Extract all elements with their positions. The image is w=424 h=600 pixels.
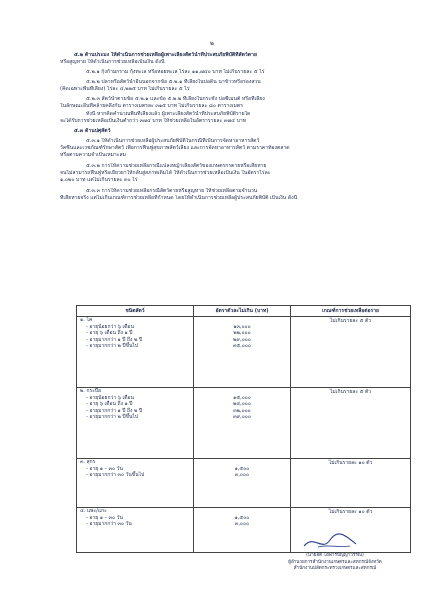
header-animal-type: ชนิดสัตว์	[77, 306, 194, 317]
section-5-2-2-cont: (คิดเฉพาะพื้นที่เลี้ยง) ไร่ละ ๔,๒๒๕ บาท ไม่เกินรายละ ๕ ไร่	[60, 86, 190, 92]
animal-cell	[77, 508, 194, 553]
limit-cell: ไม่เกินรายละ ๕ ตัว	[291, 317, 411, 388]
handwritten-signature	[300, 532, 360, 552]
rate-cell	[194, 317, 291, 388]
limit-cell: ไม่เกินรายละ ๑๐ ตัว	[291, 459, 411, 508]
section-5-3-heading: ๕.๓ ด้านปศุสัตว์	[74, 128, 111, 134]
page-number: ๒	[210, 40, 214, 47]
age-label: - อายุน้อยกว่า ๖ เดือน	[86, 394, 134, 401]
rate-cell	[194, 388, 291, 459]
section-5-2-note: ทั้งนี้ หากคิดคำนวณพื้นที่เลี้ยงแล้ว ผู้เพาะเลี้ยงสัตว์น้ำที่ประสบภัยพิบัติรายใด	[86, 111, 251, 117]
header-criteria: เกณฑ์การช่วยเหลือต่อราย	[291, 306, 411, 317]
age-label: - อายุ ๑ – ๓๐ วัน	[86, 514, 123, 521]
animal-cell	[77, 459, 194, 508]
table-row-buffalo	[77, 388, 411, 459]
table-row-swine	[77, 459, 411, 508]
section-5-3-2-cont2: ๑,๐๒๐ บาท แต่ไม่เกินรายละ ๓๐ ไร่	[60, 177, 138, 183]
rate-value: ๓,๐๐๐	[234, 472, 250, 478]
rate-cell	[194, 459, 291, 508]
header-rate: อัตราตัวละไม่เกิน (บาท)	[194, 306, 291, 317]
age-label: - อายุ ๖ เดือน ถึง ๑ ปี	[86, 401, 133, 407]
animal-cell	[77, 388, 194, 459]
signatory-title-1: ผู้อำนวยการสำนักงานเกษตรและสหกรณ์จังหวัด	[288, 560, 382, 565]
rate-value: ๒๔,๐๐๐	[233, 401, 251, 407]
rate-value: ๒๙,๐๐๐	[233, 336, 251, 343]
rate-value: ๑,๕๐๐	[234, 465, 250, 472]
section-5-3-2-cont: จนไม่สามารถฟื้นฟูหรือเยียวยาให้กลับสู่สภาพเดิมได้ ให้ดำเนินการช่วยเหลือเป็นเงิน ในอัตราไร่ละ	[60, 170, 271, 176]
age-label: - อายุมากกว่า ๑ ปี ถึง ๒ ปี	[86, 336, 143, 343]
limit-cell: ไม่เกินรายละ ๕ ตัว	[291, 388, 411, 459]
age-label: - อายุมากกว่า ๒ ปีขึ้นไป	[86, 343, 139, 349]
signatory-title-2: สำนักงานปลัดกระทรวงเกษตรและสหกรณ์	[293, 566, 377, 571]
rate-cell	[194, 508, 291, 553]
section-5-3-2: ๕.๓.๒ การให้ความช่วยเหลือกรณีแปลงหญ้าเลี้ยงสัตว์ของเกษตรกรตายหรือเสียหาย	[86, 163, 267, 169]
limit-cell: ไม่เกินรายละ ๑๐ ตัว	[291, 508, 411, 553]
rate-value: ๓,๐๐๐	[234, 521, 250, 527]
section-5-2-heading: ๕.๒ ด้านประมง ให้ดำเนินการช่วยเหลือผู้เพาะเลี้ยงสัตว์น้ำที่ประสบภัยพิบัติที่สัตว์ตาย	[74, 52, 257, 58]
group-title: ๓. สุกร	[80, 459, 96, 465]
group-title: ๑. โค	[80, 317, 93, 323]
section-5-2-note-cont: จะได้รับการช่วยเหลือเป็นเงินต่ำกว่า ๓๗๔ บาท ให้ช่วยเหลือในอัตรารายละ ๓๗๔ บาท	[60, 118, 247, 124]
age-label: - อายุ ๑ – ๓๐ วัน	[86, 465, 123, 472]
animal-cell	[77, 317, 194, 388]
age-label: - อายุมากกว่า ๓๐ วันขึ้นไป	[86, 472, 145, 478]
section-5-3-3: ๕.๓.๓ การให้ความช่วยเหลือกรณีสัตว์ตายหรือสูญหาย ให้ช่วยเหลือตามจำนวน	[86, 188, 258, 194]
table-header-row	[77, 306, 411, 317]
rate-value: ๑,๕๐๐	[234, 514, 250, 521]
section-5-3-3-cont: ที่เสียหายจริง แต่ไม่เกินเกณฑ์การช่วยเหลือที่กำหนด โดยให้ดำเนินการช่วยเหลือผู้ประสบภัยพิบัติ เป็นเงิน ดังนี้	[60, 195, 298, 201]
livestock-compensation-table	[76, 305, 411, 553]
rate-value: ๓๕,๐๐๐	[233, 343, 251, 349]
age-label: - อายุ ๖ เดือน ถึง ๑ ปี	[86, 330, 133, 336]
age-label: - อายุมากกว่า ๑ ปี ถึง ๒ ปี	[86, 407, 143, 414]
rate-value: ๓๒,๐๐๐	[233, 407, 251, 414]
age-label: - อายุน้อยกว่า ๖ เดือน	[86, 323, 134, 330]
rate-value: ๑๓,๐๐๐	[233, 323, 251, 330]
rate-value: ๒๒,๐๐๐	[233, 330, 251, 336]
section-5-2-line: หรือสูญหาย ให้ดำเนินการช่วยเหลือเป็นเงิน ดังนี้	[60, 59, 165, 65]
table-row-cattle	[77, 317, 411, 388]
section-5-3-1: ๕.๓.๑ ให้ดำเนินการช่วยเหลือผู้ประสบภัยพิบัติในกรณีที่เป็นการจัดหาอาหารสัตว์	[86, 138, 260, 144]
rate-value: ๑๕,๐๐๐	[233, 394, 251, 401]
section-5-2-3: ๕.๒.๓ สัตว์น้ำตามข้อ ๕.๒.๑ และข้อ ๕.๒.๒ ที่เลี้ยงในกระชัง บ่อซีเมนต์ หรือที่เลี้ยง	[86, 96, 265, 102]
section-5-2-2: ๕.๒.๒ ปลาหรือสัตว์น้ำอื่นนอกจากข้อ ๕.๒.๑ ที่เลี้ยงในบ่อดิน นาข้าวหรือร่องสวน	[86, 79, 261, 85]
age-label: - อายุมากกว่า ๒ ปีขึ้นไป	[86, 414, 139, 420]
signatory-name: (นายอิติ โอฬารปัญญาวรรณ)	[306, 553, 364, 558]
section-5-3-1-cont2: หรือตามความจำเป็นเหมาะสม	[60, 152, 126, 158]
group-title: ๒. กระบือ	[80, 388, 102, 394]
section-5-3-1-cont: วัคซีนและเวชภัณฑ์รักษาสัตว์ เพื่อการฟื้นฟูสุขภาพสัตว์เลี้ยง และการจัดหาอาหารสัตว์ ตามราคาท้องตลาด	[60, 145, 290, 151]
rate-value: ๓๙,๐๐๐	[233, 414, 251, 420]
section-5-2-3-cont: ในลักษณะอื่นที่คล้ายคลึงกัน ตารางเมตรละ ๓๑๕ บาท ไม่เกินรายละ ๘๐ ตารางเมตร	[60, 103, 243, 109]
table-row-goat-sheep	[77, 508, 411, 553]
age-label: - อายุมากกว่า ๓๐ วัน	[86, 521, 132, 527]
group-title: ๔. แพะ/แกะ	[80, 508, 107, 514]
section-5-2-1: ๕.๒.๑ กุ้งก้ามกราม กุ้งทะเล หรือหอยทะเล ไร่ละ ๑๑,๗๔๐ บาท ไม่เกินรายละ ๕ ไร่	[86, 69, 265, 75]
